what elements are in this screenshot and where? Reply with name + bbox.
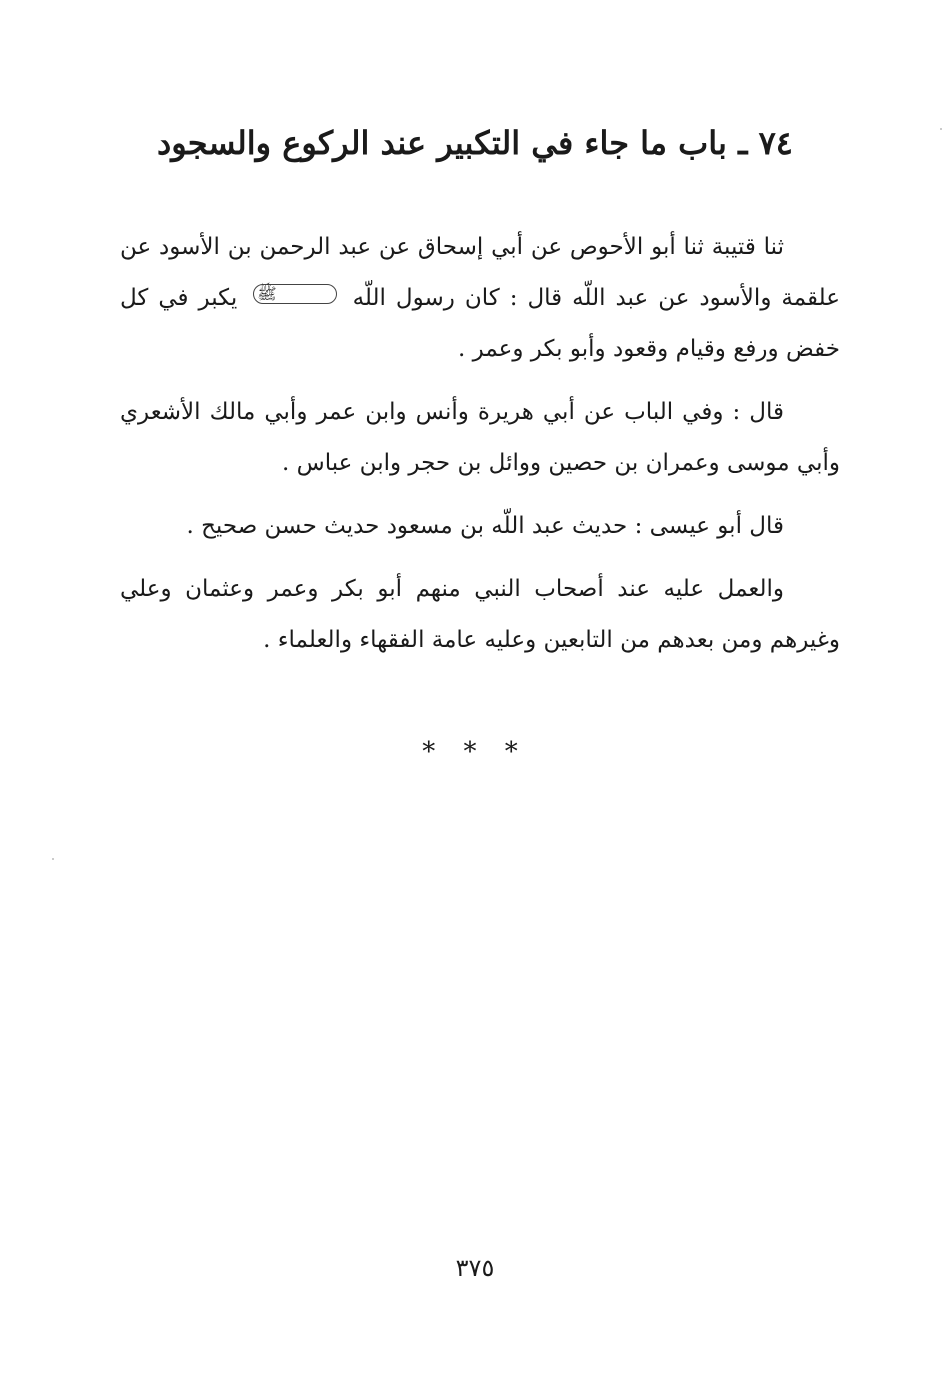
- chapter-title: ٧٤ ـ باب ما جاء في التكبير عند الركوع والسجود: [157, 124, 793, 162]
- hadith-paragraph: [120, 222, 840, 375]
- hadith-text-end: يكبر في كل خفض ورفع وقيام وقعود وأبو بكر وعمر .: [120, 285, 840, 362]
- scan-speck: [940, 128, 942, 130]
- salutation-symbol: ﷺ: [253, 284, 336, 304]
- page-body: [120, 222, 840, 678]
- practice-paragraph: والعمل عليه عند أصحاب النبي منهم أبو بكر وعمر وعثمان وعلي وغيرهم ومن بعدهم من التابعين وعليه عامة الفقهاء والعلماء .: [120, 576, 840, 653]
- chapter-narrations-paragraph: قال : وفي الباب عن أبي هريرة وأنس وابن عمر وأبي مالك الأشعري وأبي موسى وعمران بن حصين ووائل بن حجر وابن عباس .: [120, 399, 840, 476]
- scan-speck: [52, 858, 54, 860]
- page-number: ٣٧٥: [455, 1254, 495, 1282]
- grading-paragraph: قال أبو عيسى : حديث عبد اللّه بن مسعود حديث حسن صحيح .: [186, 513, 784, 539]
- section-separator: * * *: [422, 737, 528, 767]
- hadith-text-start: ثنا قتيبة ثنا أبو الأحوص عن أبي إسحاق عن عبد الرحمن بن الأسود عن علقمة والأسود عن عبد اللّه قال : كان رسول اللّه: [120, 234, 841, 311]
